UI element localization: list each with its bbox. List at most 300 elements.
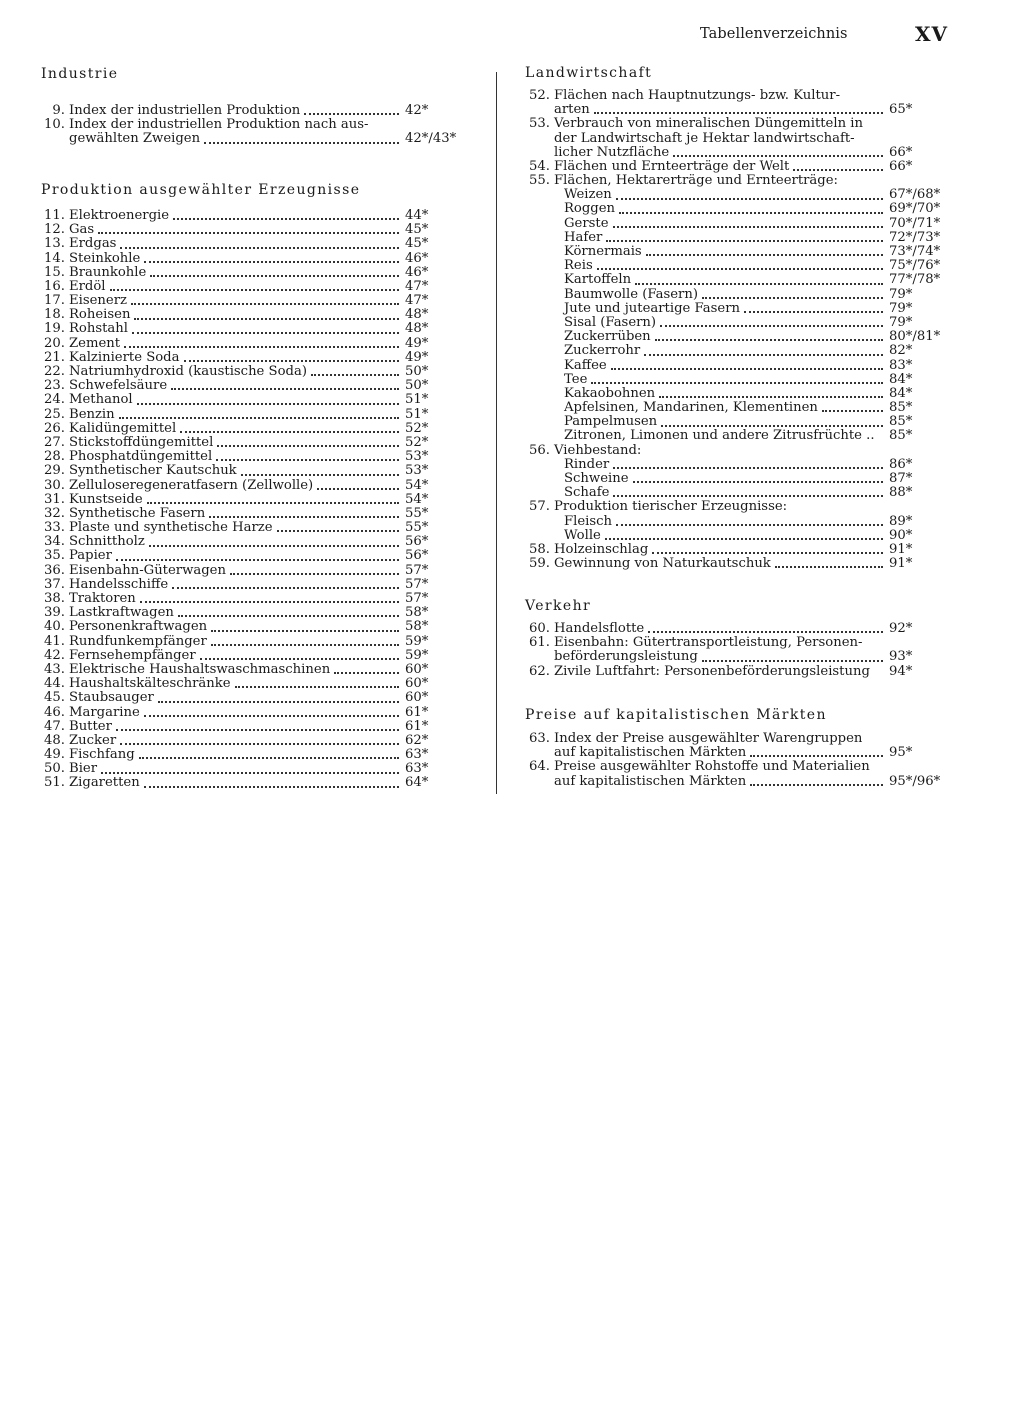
dot-leader bbox=[200, 648, 399, 660]
dot-leader bbox=[660, 315, 883, 327]
toc-entry[interactable] bbox=[38, 118, 463, 132]
toc-entry[interactable] bbox=[523, 472, 953, 486]
toc-entry[interactable] bbox=[38, 606, 463, 620]
page-reference: 69*/70* bbox=[889, 201, 941, 217]
dot-leader bbox=[217, 435, 399, 447]
page-reference: 88* bbox=[889, 485, 913, 501]
table-number: 64. bbox=[529, 759, 550, 775]
table-title: Steinkohle bbox=[69, 250, 141, 266]
table-number: 60. bbox=[529, 620, 550, 636]
page-reference: 57* bbox=[405, 562, 429, 578]
dot-leader bbox=[235, 676, 399, 688]
toc-entry[interactable] bbox=[523, 273, 953, 287]
page-reference: 52* bbox=[405, 420, 429, 436]
toc-entry[interactable] bbox=[523, 330, 953, 344]
table-title: Verbrauch von mineralischen Düngemitteln in bbox=[554, 116, 863, 132]
table-title: Schnittholz bbox=[69, 534, 145, 550]
toc-entry[interactable] bbox=[38, 564, 463, 578]
table-number: 28. bbox=[44, 449, 65, 465]
page-reference: 63* bbox=[405, 747, 429, 763]
table-number: 35. bbox=[44, 548, 65, 564]
dot-leader bbox=[149, 535, 399, 547]
page-reference: 55* bbox=[405, 520, 429, 536]
page-reference: 48* bbox=[405, 321, 429, 337]
toc-entry[interactable] bbox=[38, 450, 463, 464]
dot-leader bbox=[317, 478, 399, 490]
toc-entry[interactable] bbox=[523, 557, 953, 571]
toc-entry[interactable] bbox=[38, 351, 463, 365]
table-title: Flächen, Hektarerträge und Ernteerträge: bbox=[554, 173, 838, 189]
table-number: 27. bbox=[44, 434, 65, 450]
page-reference: 95* bbox=[889, 745, 913, 761]
dot-leader bbox=[140, 591, 399, 603]
toc-entry[interactable] bbox=[38, 132, 463, 146]
page-reference: 84* bbox=[889, 371, 913, 387]
table-title: auf kapitalistischen Märkten bbox=[554, 773, 747, 789]
table-number: 34. bbox=[44, 534, 65, 550]
table-title: Schwefelsäure bbox=[69, 378, 168, 394]
toc-entry[interactable] bbox=[38, 535, 463, 549]
table-title: Zivile Luftfahrt: Personenbeförderungsleistung bbox=[554, 663, 870, 679]
toc-entry[interactable] bbox=[523, 543, 953, 557]
toc-entry[interactable] bbox=[523, 316, 953, 330]
dot-leader bbox=[147, 492, 399, 504]
dot-leader bbox=[702, 287, 883, 299]
table-title: Index der Preise ausgewählter Warengruppen bbox=[554, 730, 863, 746]
toc-entry[interactable] bbox=[38, 294, 463, 308]
page-number: XV bbox=[915, 22, 949, 46]
page-reference: 56* bbox=[405, 548, 429, 564]
page-reference: 53* bbox=[405, 463, 429, 479]
toc-entry[interactable] bbox=[38, 237, 463, 251]
table-title: Plaste und synthetische Harze bbox=[69, 520, 273, 536]
dot-leader bbox=[605, 528, 883, 540]
toc-entry[interactable] bbox=[523, 387, 953, 401]
toc-entry[interactable] bbox=[523, 760, 953, 774]
toc-entry[interactable] bbox=[38, 507, 463, 521]
toc-entry[interactable] bbox=[523, 665, 953, 679]
table-number: 25. bbox=[44, 406, 65, 422]
toc-entry[interactable] bbox=[38, 521, 463, 535]
dot-leader bbox=[646, 244, 883, 256]
page-reference: 63* bbox=[405, 761, 429, 777]
dot-leader bbox=[150, 265, 399, 277]
dot-leader bbox=[304, 103, 399, 115]
toc-entry[interactable] bbox=[523, 430, 953, 444]
dot-leader bbox=[180, 421, 399, 433]
dot-leader bbox=[594, 102, 883, 114]
table-number: 57. bbox=[529, 499, 550, 515]
table-title: Methanol bbox=[69, 392, 133, 408]
dot-leader bbox=[311, 364, 399, 376]
toc-list bbox=[523, 622, 953, 679]
table-title: Erdöl bbox=[69, 278, 106, 294]
dot-leader bbox=[120, 733, 399, 745]
toc-entry[interactable] bbox=[523, 174, 953, 188]
table-title: Zigaretten bbox=[69, 775, 140, 791]
toc-entry[interactable] bbox=[523, 732, 953, 746]
toc-entry[interactable] bbox=[38, 104, 463, 118]
page-reference: 75*/76* bbox=[889, 258, 941, 274]
table-title: Personenkraftwagen bbox=[69, 619, 208, 635]
toc-entry[interactable] bbox=[38, 550, 463, 564]
page-reference: 70*/71* bbox=[889, 215, 941, 231]
table-number: 40. bbox=[44, 619, 65, 635]
dot-leader bbox=[173, 208, 399, 220]
table-title: Handelsflotte bbox=[554, 620, 645, 636]
dot-leader bbox=[132, 322, 399, 334]
dot-leader bbox=[116, 719, 399, 731]
toc-entry[interactable] bbox=[523, 529, 953, 543]
table-title: Kalzinierte Soda bbox=[69, 349, 180, 365]
table-title: Handelsschiffe bbox=[69, 576, 169, 592]
dot-leader bbox=[216, 449, 399, 461]
page-reference: 72*/73* bbox=[889, 229, 941, 245]
toc-entry[interactable] bbox=[523, 259, 953, 273]
table-title: Baumwolle (Fasern) bbox=[564, 286, 698, 302]
table-number: 23. bbox=[44, 378, 65, 394]
table-title: Zelluloseregeneratfasern (Zellwolle) bbox=[69, 477, 314, 493]
table-title: Stickstoffdüngemittel bbox=[69, 434, 214, 450]
table-number: 48. bbox=[44, 732, 65, 748]
toc-entry[interactable] bbox=[38, 691, 463, 705]
toc-list bbox=[38, 104, 463, 147]
page-reference: 62* bbox=[405, 732, 429, 748]
table-number: 16. bbox=[44, 278, 65, 294]
toc-entry[interactable] bbox=[38, 323, 463, 337]
dot-leader bbox=[659, 386, 883, 398]
table-number: 59. bbox=[529, 556, 550, 572]
toc-entry[interactable] bbox=[523, 775, 953, 789]
table-number: 31. bbox=[44, 491, 65, 507]
dot-leader bbox=[652, 542, 883, 554]
page-reference: 55* bbox=[405, 505, 429, 521]
table-title: Papier bbox=[69, 548, 112, 564]
table-number: 14. bbox=[44, 250, 65, 266]
toc-entry[interactable] bbox=[523, 344, 953, 358]
page-reference: 85* bbox=[889, 414, 913, 430]
toc-entry[interactable] bbox=[523, 231, 953, 245]
table-title: der Landwirtschaft je Hektar landwirtschaft- bbox=[554, 130, 855, 146]
toc-entry[interactable] bbox=[38, 464, 463, 478]
table-number: 9. bbox=[52, 102, 65, 118]
page-reference: 50* bbox=[405, 378, 429, 394]
table-title: Index der industriellen Produktion bbox=[69, 102, 301, 118]
table-title: Traktoren bbox=[69, 591, 136, 607]
toc-entry[interactable] bbox=[38, 479, 463, 493]
dot-leader bbox=[775, 556, 883, 568]
page-reference: 49* bbox=[405, 349, 429, 365]
table-title: Flächen nach Hauptnutzungs- bzw. Kultur- bbox=[554, 87, 841, 103]
toc-entry[interactable] bbox=[523, 359, 953, 373]
section-title: Preise auf kapitalistischen Märkten bbox=[525, 707, 827, 723]
toc-entry[interactable] bbox=[523, 373, 953, 387]
table-number: 29. bbox=[44, 463, 65, 479]
toc-entry[interactable] bbox=[523, 103, 953, 117]
table-title: Kartoffeln bbox=[564, 272, 632, 288]
table-title: Weizen bbox=[564, 187, 612, 203]
table-number: 19. bbox=[44, 321, 65, 337]
table-title: Pampelmusen bbox=[564, 414, 658, 430]
toc-entry[interactable] bbox=[38, 266, 463, 280]
dot-leader bbox=[606, 230, 883, 242]
table-number: 13. bbox=[44, 236, 65, 252]
toc-list bbox=[38, 209, 463, 791]
toc-entry[interactable] bbox=[38, 280, 463, 294]
toc-entry[interactable] bbox=[38, 493, 463, 507]
dot-leader bbox=[98, 222, 399, 234]
table-title: Benzin bbox=[69, 406, 115, 422]
table-title: Margarine bbox=[69, 704, 140, 720]
table-number: 41. bbox=[44, 633, 65, 649]
toc-entry[interactable] bbox=[38, 620, 463, 634]
dot-leader bbox=[184, 350, 400, 362]
table-title: Fernsehempfänger bbox=[69, 647, 196, 663]
page-reference: 49* bbox=[405, 335, 429, 351]
dot-leader bbox=[750, 745, 883, 757]
page-reference: 61* bbox=[405, 704, 429, 720]
page-reference: 92* bbox=[889, 620, 913, 636]
table-title: Sisal (Fasern) bbox=[564, 314, 657, 330]
table-title: Zuckerrohr bbox=[564, 343, 641, 359]
page-reference: 93* bbox=[889, 649, 913, 665]
page-reference: 51* bbox=[405, 406, 429, 422]
table-title: licher Nutzfläche bbox=[554, 144, 670, 160]
dot-leader bbox=[613, 457, 883, 469]
page-reference: 60* bbox=[405, 690, 429, 706]
toc-entry[interactable] bbox=[38, 663, 463, 677]
page-reference: 60* bbox=[405, 676, 429, 692]
table-number: 61. bbox=[529, 635, 550, 651]
table-number: 62. bbox=[529, 663, 550, 679]
toc-entry[interactable] bbox=[38, 649, 463, 663]
page-reference: 60* bbox=[405, 661, 429, 677]
table-title: Produktion tierischer Erzeugnisse: bbox=[554, 499, 788, 515]
dot-leader bbox=[702, 650, 883, 662]
dot-leader bbox=[277, 520, 399, 532]
page-reference: 67*/68* bbox=[889, 187, 941, 203]
table-title: Eisenerz bbox=[69, 293, 127, 309]
toc-entry[interactable] bbox=[523, 636, 953, 650]
table-title: Erdgas bbox=[69, 236, 117, 252]
table-number: 51. bbox=[44, 775, 65, 791]
table-title: Preise ausgewählter Rohstoffe und Materialien bbox=[554, 759, 870, 775]
page-reference: 56* bbox=[405, 534, 429, 550]
dot-leader bbox=[644, 344, 883, 356]
table-title: Eisenbahn: Gütertransportleistung, Personen- bbox=[554, 635, 863, 651]
table-title: Schafe bbox=[564, 485, 610, 501]
toc-entry[interactable] bbox=[38, 408, 463, 422]
dot-leader bbox=[673, 145, 883, 157]
dot-leader bbox=[101, 762, 399, 774]
table-title: Phosphatdüngemittel bbox=[69, 449, 213, 465]
page-reference: 82* bbox=[889, 343, 913, 359]
toc-entry[interactable] bbox=[38, 578, 463, 592]
toc-entry[interactable] bbox=[523, 188, 953, 202]
toc-entry[interactable] bbox=[523, 515, 953, 529]
table-title: beförderungsleistung bbox=[554, 649, 698, 665]
page-reference: 66* bbox=[889, 144, 913, 160]
page-reference: 79* bbox=[889, 300, 913, 316]
page-reference: 46* bbox=[405, 250, 429, 266]
dot-leader bbox=[822, 400, 883, 412]
toc-entry[interactable] bbox=[38, 762, 463, 776]
table-title: auf kapitalistischen Märkten bbox=[554, 745, 747, 761]
dot-leader bbox=[144, 705, 399, 717]
toc-entry[interactable] bbox=[38, 308, 463, 322]
toc-entry[interactable] bbox=[38, 777, 463, 791]
table-title: Rohstahl bbox=[69, 321, 129, 337]
table-title: Roheisen bbox=[69, 307, 131, 323]
page-reference: 64* bbox=[405, 775, 429, 791]
page-reference: 58* bbox=[405, 605, 429, 621]
toc-entry[interactable] bbox=[38, 592, 463, 606]
toc-entry[interactable] bbox=[523, 203, 953, 217]
toc-entry[interactable] bbox=[523, 132, 953, 146]
table-title: Eisenbahn-Güterwagen bbox=[69, 562, 226, 578]
toc-entry[interactable] bbox=[523, 288, 953, 302]
toc-entry[interactable] bbox=[523, 486, 953, 500]
toc-entry[interactable] bbox=[38, 734, 463, 748]
table-title: Elektroenergie bbox=[69, 207, 170, 223]
dot-leader bbox=[793, 159, 883, 171]
toc-entry[interactable] bbox=[523, 245, 953, 259]
toc-entry[interactable] bbox=[38, 223, 463, 237]
table-title: Braunkohle bbox=[69, 264, 147, 280]
toc-entry[interactable] bbox=[38, 422, 463, 436]
toc-entry[interactable] bbox=[38, 720, 463, 734]
table-number: 63. bbox=[529, 730, 550, 746]
dot-leader bbox=[597, 258, 883, 270]
page-reference: 50* bbox=[405, 364, 429, 380]
dot-leader bbox=[241, 464, 399, 476]
page-reference: 47* bbox=[405, 293, 429, 309]
dot-leader bbox=[119, 407, 399, 419]
page-reference: 77*/78* bbox=[889, 272, 941, 288]
toc-entry[interactable] bbox=[523, 89, 953, 103]
toc-entry[interactable] bbox=[523, 401, 953, 415]
table-title: Synthetischer Kautschuk bbox=[69, 463, 237, 479]
toc-entry[interactable] bbox=[523, 117, 953, 131]
dot-leader bbox=[648, 621, 883, 633]
toc-entry[interactable] bbox=[523, 160, 953, 174]
table-title: Gewinnung von Naturkautschuk bbox=[554, 556, 771, 572]
toc-list bbox=[523, 89, 953, 571]
toc-entry[interactable] bbox=[38, 436, 463, 450]
table-title: Hafer bbox=[564, 229, 603, 245]
dot-leader bbox=[230, 563, 399, 575]
table-title: Wolle bbox=[564, 527, 601, 543]
table-title: Butter bbox=[69, 718, 112, 734]
toc-entry[interactable] bbox=[38, 677, 463, 691]
page-reference: 79* bbox=[889, 286, 913, 302]
page-reference: 79* bbox=[889, 314, 913, 330]
section-title: Produktion ausgewählter Erzeugnisse bbox=[41, 182, 361, 198]
toc-entry[interactable] bbox=[523, 415, 953, 429]
toc-entry[interactable] bbox=[523, 146, 953, 160]
dot-leader bbox=[171, 378, 399, 390]
table-number: 53. bbox=[529, 116, 550, 132]
dot-leader bbox=[591, 372, 883, 384]
toc-entry[interactable] bbox=[523, 500, 953, 514]
table-number: 30. bbox=[44, 477, 65, 493]
dot-leader bbox=[178, 605, 399, 617]
page-reference: 85* bbox=[889, 428, 913, 444]
page-reference: 85* bbox=[889, 400, 913, 416]
toc-entry[interactable] bbox=[523, 458, 953, 472]
page-reference: 66* bbox=[889, 158, 913, 174]
table-number: 44. bbox=[44, 676, 65, 692]
page-reference: 42*/43* bbox=[405, 131, 457, 147]
table-title: Rundfunkempfänger bbox=[69, 633, 207, 649]
toc-entry[interactable] bbox=[523, 444, 953, 458]
page-reference: 61* bbox=[405, 718, 429, 734]
table-title: Zucker bbox=[69, 732, 117, 748]
page-reference: 44* bbox=[405, 207, 429, 223]
page-reference: 91* bbox=[889, 556, 913, 572]
toc-entry[interactable] bbox=[38, 379, 463, 393]
toc-entry[interactable] bbox=[523, 217, 953, 231]
dot-leader bbox=[116, 549, 399, 561]
table-title: Natriumhydroxid (kaustische Soda) bbox=[69, 364, 307, 380]
table-title: Fleisch bbox=[564, 513, 613, 529]
table-title: Körnermais bbox=[564, 244, 642, 260]
toc-entry[interactable] bbox=[38, 209, 463, 223]
toc-entry[interactable] bbox=[523, 302, 953, 316]
toc-entry[interactable] bbox=[523, 746, 953, 760]
table-number: 55. bbox=[529, 173, 550, 189]
table-number: 56. bbox=[529, 442, 550, 458]
dot-leader bbox=[635, 273, 883, 285]
dot-leader bbox=[616, 188, 883, 200]
toc-entry[interactable] bbox=[38, 748, 463, 762]
table-number: 33. bbox=[44, 520, 65, 536]
table-title: Rinder bbox=[564, 456, 610, 472]
dot-leader bbox=[209, 506, 399, 518]
toc-entry[interactable] bbox=[523, 650, 953, 664]
table-number: 52. bbox=[529, 87, 550, 103]
table-title: Lastkraftwagen bbox=[69, 605, 174, 621]
page-reference: 54* bbox=[405, 477, 429, 493]
table-title: Index der industriellen Produktion nach aus- bbox=[69, 117, 369, 133]
table-number: 12. bbox=[44, 222, 65, 238]
toc-entry[interactable] bbox=[38, 365, 463, 379]
table-title: Reis bbox=[564, 258, 593, 274]
table-number: 17. bbox=[44, 293, 65, 309]
table-title: Tee bbox=[564, 371, 588, 387]
toc-entry[interactable] bbox=[38, 337, 463, 351]
toc-entry[interactable] bbox=[38, 706, 463, 720]
table-title: Zement bbox=[69, 335, 121, 351]
column-divider bbox=[496, 72, 497, 794]
toc-entry[interactable] bbox=[38, 393, 463, 407]
toc-entry[interactable] bbox=[523, 622, 953, 636]
dot-leader bbox=[158, 691, 399, 703]
page-reference: 52* bbox=[405, 434, 429, 450]
table-title: gewählten Zweigen bbox=[69, 131, 201, 147]
page-reference: 51* bbox=[405, 392, 429, 408]
table-number: 26. bbox=[44, 420, 65, 436]
page-reference: 83* bbox=[889, 357, 913, 373]
toc-entry[interactable] bbox=[38, 635, 463, 649]
table-title: Zitronen, Limonen und andere Zitrusfrüchte .. bbox=[564, 428, 875, 444]
toc-entry[interactable] bbox=[38, 252, 463, 266]
table-number: 50. bbox=[44, 761, 65, 777]
page-reference: 87* bbox=[889, 471, 913, 487]
table-title: Schweine bbox=[564, 471, 629, 487]
table-title: Kalidüngemittel bbox=[69, 420, 177, 436]
dot-leader bbox=[619, 202, 883, 214]
